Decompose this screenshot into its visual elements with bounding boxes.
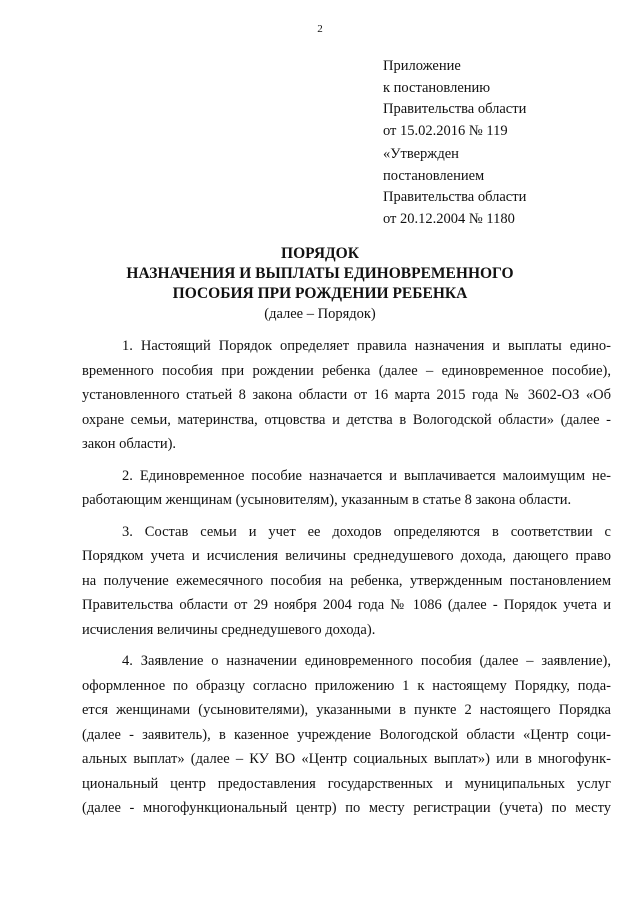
paragraph-line: (далее - заявитель), в казенное учреждение Вологодской области «Центр соци-	[82, 726, 611, 743]
paragraph-line: работающим женщинам (усыновителям), указанным в статье 8 закона области.	[82, 492, 572, 508]
paragraph-line: Правительства области от 29 ноября 2004 года № 1086 (далее - Порядок учета и	[82, 597, 611, 613]
paragraph-2	[82, 464, 611, 513]
appendix-line: от 15.02.2016 № 119	[383, 122, 508, 139]
appendix-line: к постановлению	[383, 79, 491, 96]
paragraph-line: закон области).	[82, 436, 177, 452]
title-subtitle: (далее – Порядок)	[264, 306, 376, 322]
paragraph-line: временного пособия при рождении ребенка (далее – единовременное пособие),	[82, 362, 611, 379]
paragraph-line: альных выплат» (далее – КУ ВО «Центр социальных выплат») или в многофунк-	[82, 751, 611, 767]
paragraph-line: 2. Единовременное пособие назначается и выплачивается малоимущим не-	[122, 467, 611, 484]
appendix-line: Приложение	[383, 58, 461, 74]
paragraph-line: 4. Заявление о назначении единовременного пособия (далее – заявление),	[122, 653, 611, 669]
paragraph-line: ется женщинами (усыновителями), указанными в пункте 2 настоящего Порядка	[82, 702, 611, 718]
appendix-line: Правительства области	[383, 101, 527, 117]
document-body	[82, 334, 611, 828]
approved-line: постановлением	[383, 167, 485, 184]
paragraph-line: 3. Состав семьи и учет ее доходов определяются в соответствии с	[122, 523, 611, 540]
paragraph-line: на получение ежемесячного пособия на ребенка, утвержденным постановлением	[82, 572, 611, 589]
title-line: ПОРЯДОК	[281, 245, 359, 262]
paragraph-line: Порядком учета и исчисления величины среднедушевого дохода, дающего право	[82, 548, 611, 564]
paragraph-line: исчисления величины среднедушевого дохода).	[82, 621, 376, 638]
document-title	[0, 244, 640, 324]
paragraph-line: установленного статьей 8 закона области от 16 марта 2015 года № 3602-ОЗ «Об	[82, 387, 611, 403]
approved-attribution	[383, 144, 526, 230]
title-line: ПОСОБИЯ ПРИ РОЖДЕНИИ РЕБЕНКА	[172, 285, 468, 302]
paragraph-line: оформленное по образцу согласно приложению 1 к настоящему Порядку, пода-	[82, 677, 611, 694]
appendix-attribution	[383, 56, 526, 142]
paragraph-line: охране семьи, материнства, отцовства и детства в Вологодской области» (далее -	[82, 411, 611, 428]
paragraph-1	[82, 334, 611, 457]
page-number: 2	[317, 23, 323, 35]
paragraph-line: 1. Настоящий Порядок определяет правила назначения и выплаты едино-	[122, 338, 611, 354]
paragraph-line: циональный центр предоставления государственных и муниципальных услуг	[82, 775, 611, 792]
paragraph-4	[82, 649, 611, 821]
approved-line: Правительства области	[383, 189, 527, 205]
approved-line: «Утвержден	[383, 146, 459, 162]
paragraph-3	[82, 520, 611, 643]
title-line: НАЗНАЧЕНИЯ И ВЫПЛАТЫ ЕДИНОВРЕМЕННОГО	[126, 265, 514, 282]
paragraph-line: (далее - многофункциональный центр) по месту регистрации (учета) по месту	[82, 800, 611, 816]
approved-line: от 20.12.2004 № 1180	[383, 210, 515, 227]
